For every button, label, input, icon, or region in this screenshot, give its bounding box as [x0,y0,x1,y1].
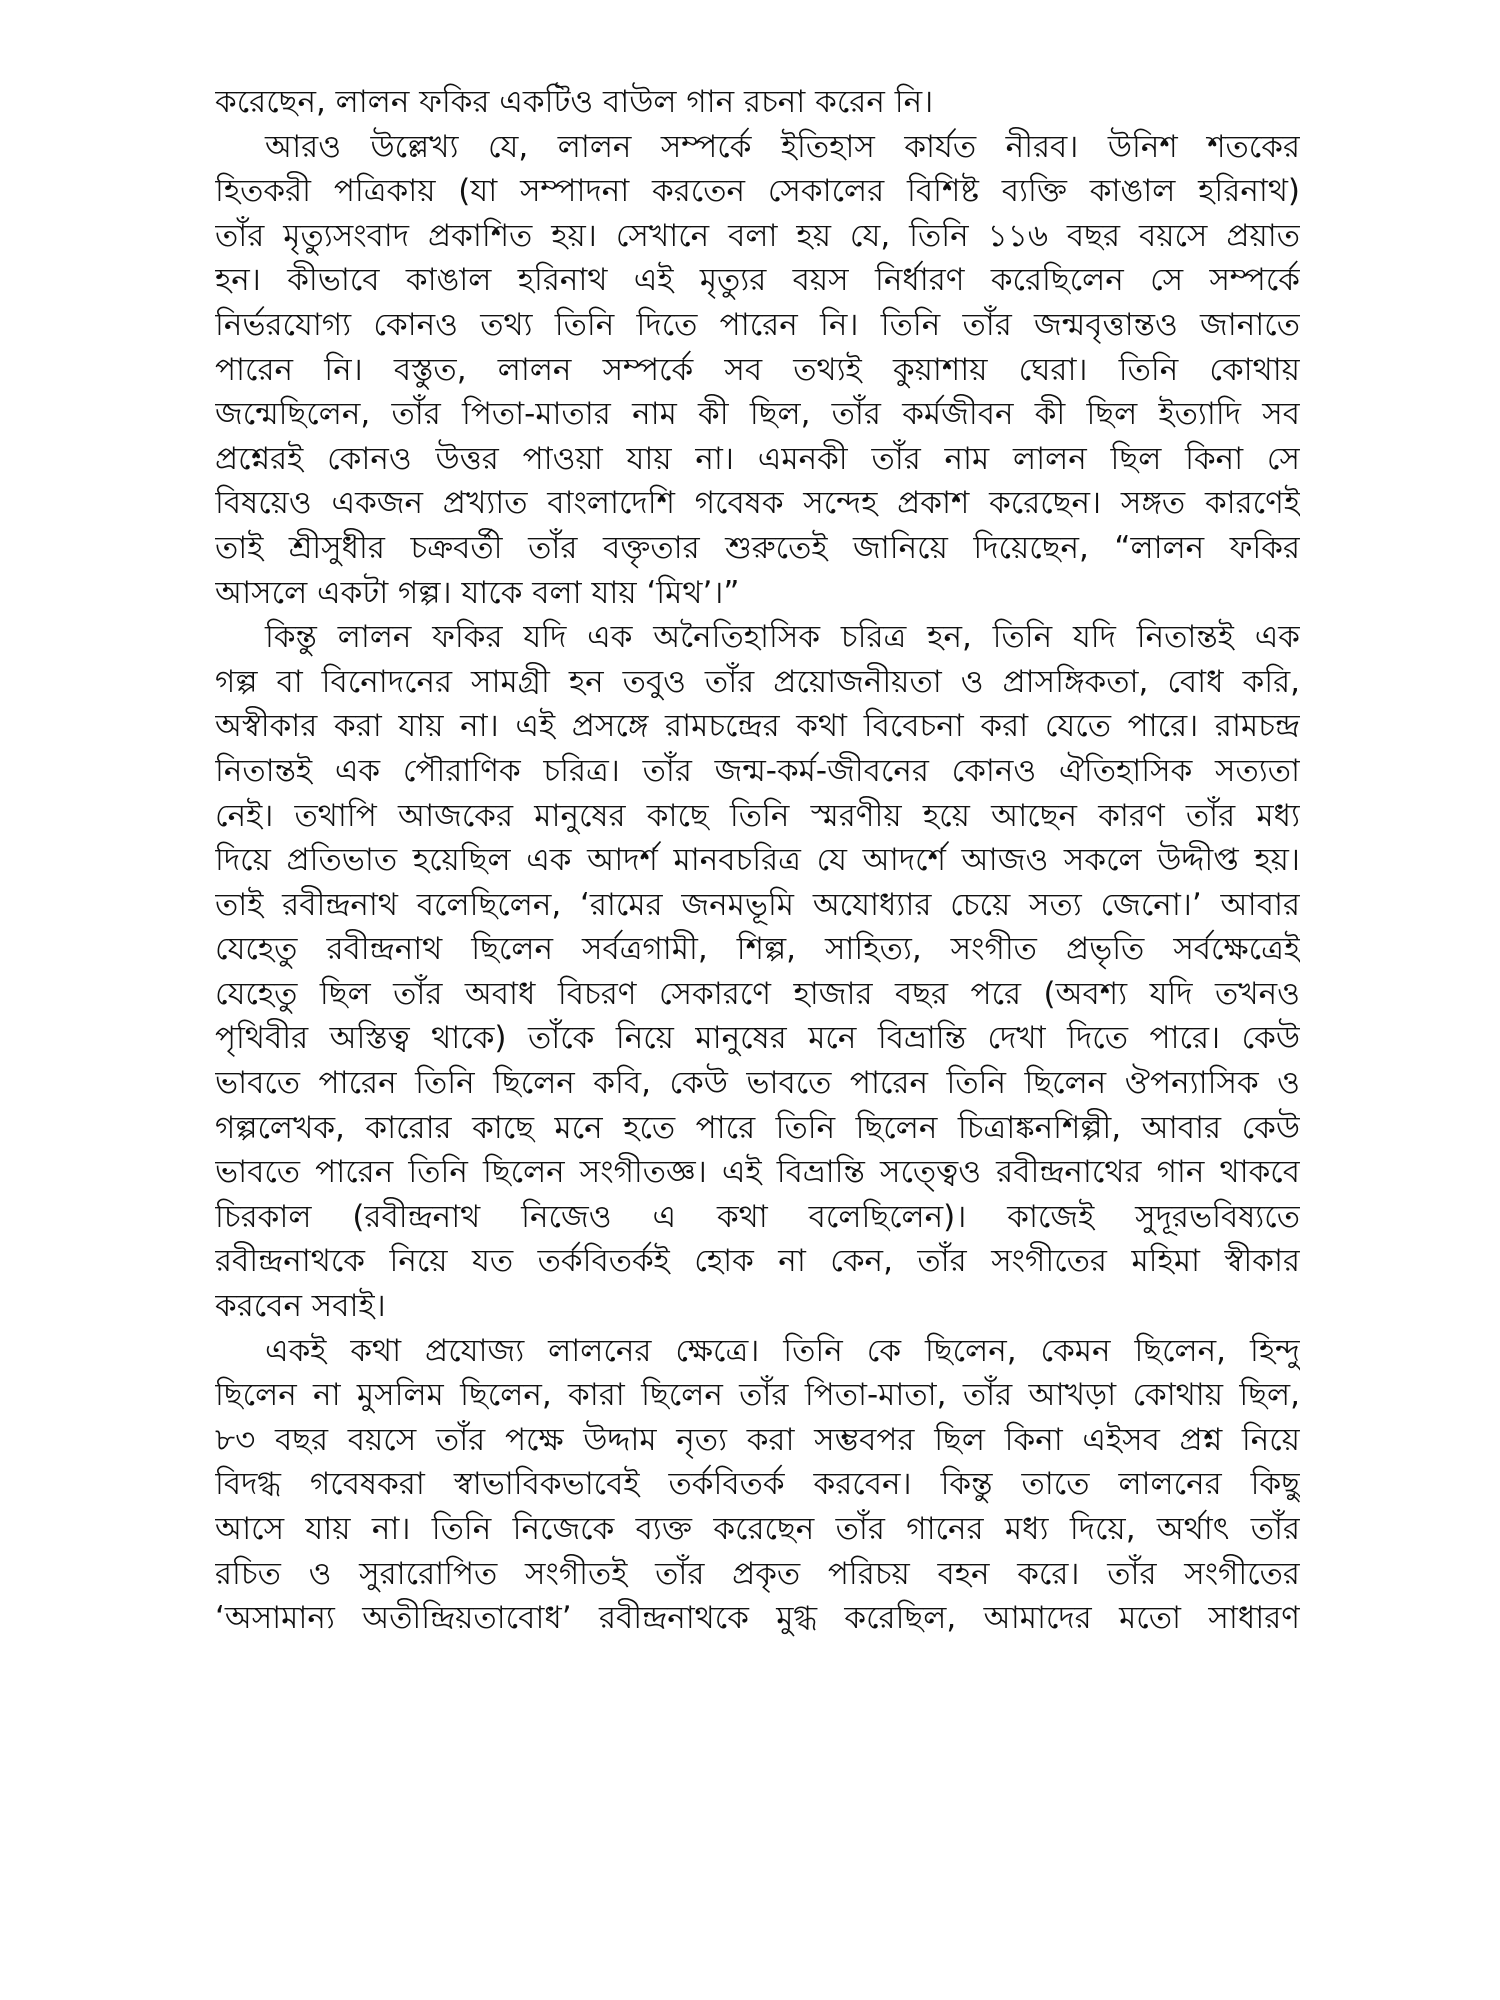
text-line: চিরকাল (রবীন্দ্রনাথ নিজেও এ কথা বলেছিলেন)। কাজেই সুদূরভবিষ্যতে [215,1198,1300,1235]
text-line: একই কথা প্রযোজ্য লালনের ক্ষেত্রে। তিনি কে ছিলেন, কেমন ছিলেন, হিন্দু [265,1332,1300,1369]
text-line: করেছেন, লালন ফকির একটিও বাউল গান রচনা করেন নি। [215,84,934,120]
text-line: কিন্তু লালন ফকির যদি এক অনৈতিহাসিক চরিত্র হন, তিনি যদি নিতান্তই এক [265,619,1300,656]
paragraph-3 [215,615,1300,1329]
text-line: নেই। তথাপি আজকের মানুষের কাছে তিনি স্মরণীয় হয়ে আছেন কারণ তাঁর মধ্য [215,797,1300,834]
text-line: নিতান্তই এক পৌরাণিক চরিত্র। তাঁর জন্ম-কর্ম-জীবনের কোনও ঐতিহাসিক সত্যতা [215,752,1300,789]
text-line: যেহেতু ছিল তাঁর অবাধ বিচরণ সেকারণে হাজার বছর পরে (অবশ্য যদি তখনও [215,975,1300,1012]
text-line: আরও উল্লেখ্য যে, লালন সম্পর্কে ইতিহাস কার্যত নীরব। উনিশ শতকের [265,128,1300,165]
text-line: আসে যায় না। তিনি নিজেকে ব্যক্ত করেছেন তাঁর গানের মধ্য দিয়ে, অর্থাৎ তাঁর [215,1511,1300,1547]
text-line: পারেন নি। বস্তুত, লালন সম্পর্কে সব তথ্যই কুয়াশায় ঘেরা। তিনি কোথায় [215,351,1300,388]
text-line: প্রশ্নেরই কোনও উত্তর পাওয়া যায় না। এমনকী তাঁর নাম লালন ছিল কিনা সে [215,440,1300,477]
text-line: করবেন সবাই। [215,1288,386,1325]
paragraph-1 [215,80,1300,125]
text-line: তাঁর মৃত্যুসংবাদ প্রকাশিত হয়। সেখানে বলা হয় যে, তিনি ১১৬ বছর বয়সে প্রয়াত [215,217,1300,254]
text-line: হিতকরী পত্রিকায় (যা সম্পাদনা করতেন সেকালের বিশিষ্ট ব্যক্তি কাঙাল হরিনাথ) [215,173,1300,210]
text-line: পৃথিবীর অস্তিত্ব থাকে) তাঁকে নিয়ে মানুষের মনে বিভ্রান্তি দেখা দিতে পারে। কেউ [215,1020,1300,1057]
text-line: তাই রবীন্দ্রনাথ বলেছিলেন, ‘রামের জনমভূমি অযোধ্যার চেয়ে সত্য জেনো।’ আবার [215,886,1300,923]
text-line: ৮৩ বছর বয়সে তাঁর পক্ষে উদ্দাম নৃত্য করা সম্ভবপর ছিল কিনা এইসব প্রশ্ন নিয়ে [215,1421,1300,1458]
text-line: গল্প বা বিনোদনের সামগ্রী হন তবুও তাঁর প্রয়োজনীয়তা ও প্রাসঙ্গিকতা, বোধ করি, [215,663,1300,700]
text-line: রবীন্দ্রনাথকে নিয়ে যত তর্কবিতর্কই হোক না কেন, তাঁর সংগীতের মহিমা স্বীকার [215,1243,1300,1280]
text-line: আসলে একটা গল্প। যাকে বলা যায় ‘মিথ’।” [215,574,740,611]
text-line: রচিত ও সুরারোপিত সংগীতই তাঁর প্রকৃত পরিচয় বহন করে। তাঁর সংগীতের [215,1555,1300,1592]
text-line: হন। কীভাবে কাঙাল হরিনাথ এই মৃত্যুর বয়স নির্ধারণ করেছিলেন সে সম্পর্কে [215,262,1300,299]
text-line: ছিলেন না মুসলিম ছিলেন, কারা ছিলেন তাঁর পিতা-মাতা, তাঁর আখড়া কোথায় ছিল, [215,1377,1300,1414]
text-line: ভাবতে পারেন তিনি ছিলেন কবি, কেউ ভাবতে পারেন তিনি ছিলেন ঔপন্যাসিক ও [215,1065,1300,1102]
paragraph-2 [215,125,1300,616]
text-line: যেহেতু রবীন্দ্রনাথ ছিলেন সর্বত্রগামী, শিল্প, সাহিত্য, সংগীত প্রভৃতি সর্বক্ষেত্রেই [215,931,1300,968]
text-line: নির্ভরযোগ্য কোনও তথ্য তিনি দিতে পারেন নি। তিনি তাঁর জন্মবৃত্তান্তও জানাতে [215,306,1300,343]
text-line: বিষয়েও একজন প্রখ্যাত বাংলাদেশি গবেষক সন্দেহ প্রকাশ করেছেন। সঙ্গত কারণেই [215,485,1300,522]
text-line: অস্বীকার করা যায় না। এই প্রসঙ্গে রামচন্দ্রের কথা বিবেচনা করা যেতে পারে। রামচন্দ্র [215,708,1300,745]
text-line: ‘অসামান্য অতীন্দ্রিয়তাবোধ’ রবীন্দ্রনাথকে মুগ্ধ করেছিল, আমাদের মতো সাধারণ [215,1600,1300,1637]
paragraph-4 [215,1329,1300,1641]
text-line: বিদগ্ধ গবেষকরা স্বাভাবিকভাবেই তর্কবিতর্ক করবেন। কিন্তু তাতে লালনের কিছু [215,1466,1300,1503]
text-line: ভাবতে পারেন তিনি ছিলেন সংগীতজ্ঞ। এই বিভ্রান্তি সত্ত্বেও রবীন্দ্রনাথের গান থাকবে [215,1154,1300,1191]
text-line: গল্পলেখক, কারোর কাছে মনে হতে পারে তিনি ছিলেন চিত্রাঙ্কনশিল্পী, আবার কেউ [215,1109,1300,1146]
text-line: তাই শ্রীসুধীর চক্রবর্তী তাঁর বক্তৃতার শুরুতেই জানিয়ে দিয়েছেন, “লালন ফকির [215,529,1300,566]
text-line: দিয়ে প্রতিভাত হয়েছিল এক আদর্শ মানবচরিত্র যে আদর্শে আজও সকলে উদ্দীপ্ত হয়। [215,842,1300,879]
text-line: জন্মেছিলেন, তাঁর পিতা-মাতার নাম কী ছিল, তাঁর কর্মজীবন কী ছিল ইত্যাদি সব [215,396,1300,433]
